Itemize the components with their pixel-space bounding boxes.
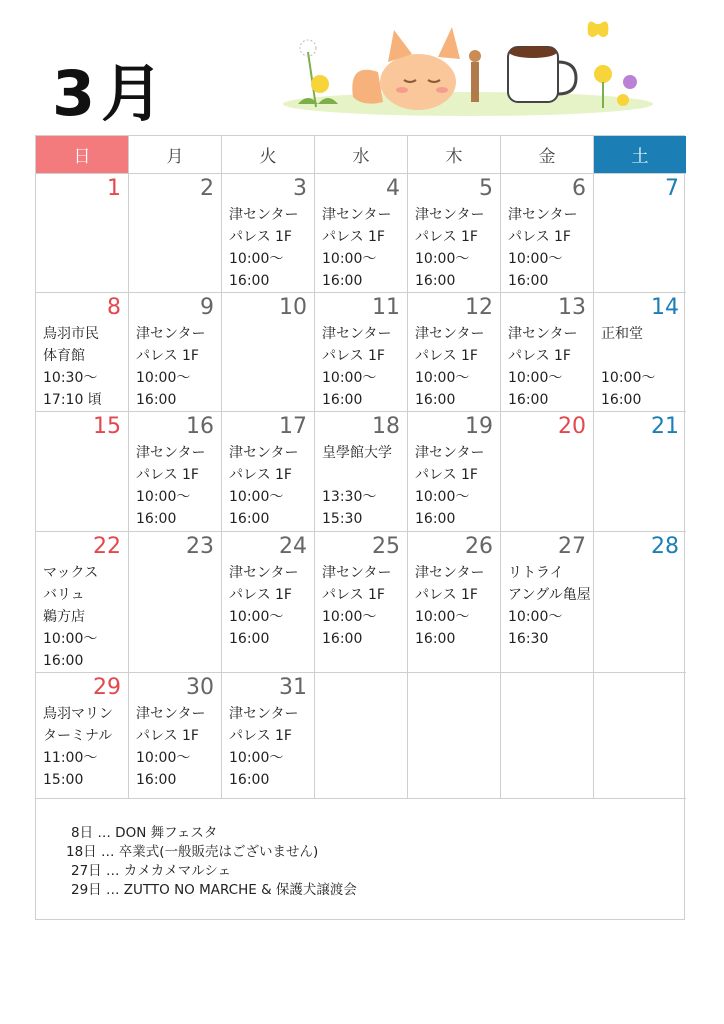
event-line: パレス 1F — [322, 348, 385, 364]
day-number: 27 — [558, 534, 586, 559]
day-number: 17 — [279, 414, 307, 439]
day-number: 18 — [372, 414, 400, 439]
event-line: 10:00〜 — [229, 251, 284, 267]
note-line: 27日 … カメカメマルシェ — [71, 863, 232, 879]
day-number: 30 — [186, 675, 214, 700]
event-line: 体育館 — [43, 348, 85, 364]
event-line: 16:00 — [601, 392, 642, 408]
day-cell — [594, 293, 686, 412]
event-info — [229, 562, 298, 650]
calendar-grid — [35, 135, 685, 920]
event-line: 10:00〜 — [322, 609, 377, 625]
event-line: 鳥羽市民 — [43, 326, 99, 342]
day-cell — [129, 673, 222, 799]
event-line: パレス 1F — [229, 587, 292, 603]
event-line: 16:00 — [322, 273, 363, 289]
event-info — [136, 442, 205, 530]
event-info — [601, 323, 655, 411]
event-line: 10:00〜 — [508, 609, 563, 625]
day-cell — [594, 532, 686, 673]
event-line: 津センター — [415, 445, 485, 461]
day-cell — [222, 412, 315, 532]
day-number: 6 — [572, 176, 586, 201]
event-line: パレス 1F — [322, 587, 385, 603]
event-line — [601, 345, 655, 367]
event-line: パレス 1F — [415, 587, 478, 603]
day-cell — [36, 412, 129, 532]
event-info — [229, 442, 298, 530]
event-line: バリュ — [43, 587, 85, 603]
weekday-header: 金 — [501, 136, 594, 174]
event-line: 津センター — [229, 565, 299, 581]
event-line: 16:00 — [508, 273, 549, 289]
day-cell — [36, 673, 129, 799]
event-line: 津センター — [136, 445, 206, 461]
event-line: パレス 1F — [508, 348, 571, 364]
event-info — [136, 323, 205, 411]
event-info — [43, 562, 98, 672]
day-cell — [408, 174, 501, 293]
day-number: 21 — [651, 414, 679, 439]
day-cell — [594, 673, 686, 799]
event-line: 16:00 — [415, 631, 456, 647]
event-line: 16:00 — [415, 392, 456, 408]
event-line: 津センター — [415, 207, 485, 223]
event-line: パレス 1F — [322, 229, 385, 245]
event-line: 16:00 — [415, 273, 456, 289]
event-info — [322, 562, 391, 650]
day-cell — [408, 293, 501, 412]
day-number: 8 — [107, 295, 121, 320]
day-cell — [222, 673, 315, 799]
weekday-header: 水 — [315, 136, 408, 174]
day-cell — [501, 293, 594, 412]
day-number: 15 — [93, 414, 121, 439]
day-cell — [315, 174, 408, 293]
day-cell — [408, 532, 501, 673]
weekday-header: 月 — [129, 136, 222, 174]
event-line: 10:00〜 — [415, 370, 470, 386]
event-info — [229, 703, 298, 791]
event-line: 鵜方店 — [43, 609, 85, 625]
event-line: 鳥羽マリン — [43, 706, 113, 722]
day-number: 2 — [200, 176, 214, 201]
event-line: 16:00 — [229, 273, 270, 289]
event-line: 15:30 — [322, 511, 363, 527]
event-line: 15:00 — [43, 772, 84, 788]
event-info — [43, 703, 113, 791]
day-cell — [315, 293, 408, 412]
day-number: 20 — [558, 414, 586, 439]
event-line: 津センター — [229, 706, 299, 722]
day-number: 28 — [651, 534, 679, 559]
weekday-header: 土 — [594, 136, 686, 174]
event-line: 正和堂 — [601, 326, 643, 342]
event-line: 16:00 — [136, 772, 177, 788]
event-line: 10:00〜 — [415, 489, 470, 505]
event-line: 10:30〜 — [43, 370, 98, 386]
event-line: 津センター — [229, 207, 299, 223]
event-line: マックス — [43, 565, 99, 581]
event-line: 10:00〜 — [322, 251, 377, 267]
day-cell — [36, 293, 129, 412]
day-cell — [315, 532, 408, 673]
event-line: 10:00〜 — [601, 370, 656, 386]
event-line: 津センター — [136, 706, 206, 722]
weekday-header: 木 — [408, 136, 501, 174]
note-line: 18日 … 卒業式(一般販売はございません) — [66, 844, 319, 860]
event-line: 10:00〜 — [229, 609, 284, 625]
event-info — [508, 562, 591, 650]
day-cell — [408, 412, 501, 532]
event-line: 16:00 — [229, 511, 270, 527]
day-cell — [222, 174, 315, 293]
day-cell — [36, 532, 129, 673]
day-number: 11 — [372, 295, 400, 320]
event-line: 10:00〜 — [229, 750, 284, 766]
event-line: 13:30〜 — [322, 489, 377, 505]
event-line: 津センター — [322, 207, 392, 223]
note-line: 29日 … ZUTTO NO MARCHE & 保護犬譲渡会 — [71, 882, 357, 898]
month-title: 3月 — [52, 57, 170, 130]
day-number: 10 — [279, 295, 307, 320]
day-cell — [501, 673, 594, 799]
day-cell — [36, 174, 129, 293]
event-info — [136, 703, 205, 791]
day-number: 7 — [665, 176, 679, 201]
day-cell — [129, 532, 222, 673]
event-line: 16:30 — [508, 631, 549, 647]
weekday-header: 火 — [222, 136, 315, 174]
event-info — [415, 442, 484, 530]
day-cell — [594, 412, 686, 532]
day-cell — [594, 174, 686, 293]
day-cell — [501, 412, 594, 532]
day-number: 19 — [465, 414, 493, 439]
event-line: パレス 1F — [229, 467, 292, 483]
event-line: 10:00〜 — [136, 750, 191, 766]
notes-section — [36, 799, 684, 920]
day-number: 29 — [93, 675, 121, 700]
day-number: 3 — [293, 176, 307, 201]
day-cell — [408, 673, 501, 799]
day-number: 25 — [372, 534, 400, 559]
event-line: 11:00〜 — [43, 750, 98, 766]
event-line: 皇學館大学 — [322, 445, 392, 461]
event-line: 10:00〜 — [415, 251, 470, 267]
event-line: 16:00 — [508, 392, 549, 408]
event-line: 津センター — [415, 565, 485, 581]
event-line: 16:00 — [136, 511, 177, 527]
day-cell — [315, 673, 408, 799]
event-line: 津センター — [136, 326, 206, 342]
event-line: 17:10 頃 — [43, 392, 102, 408]
event-info — [322, 323, 391, 411]
day-number: 14 — [651, 295, 679, 320]
event-line: アングル亀屋 — [508, 587, 591, 603]
event-line: 16:00 — [229, 772, 270, 788]
day-number: 31 — [279, 675, 307, 700]
event-line: 10:00〜 — [508, 251, 563, 267]
event-line: 16:00 — [415, 511, 456, 527]
day-number: 16 — [186, 414, 214, 439]
event-line: パレス 1F — [136, 467, 199, 483]
weekday-header: 日 — [36, 136, 129, 174]
day-cell — [501, 532, 594, 673]
event-line: 16:00 — [322, 392, 363, 408]
event-info — [415, 562, 484, 650]
event-line: 10:00〜 — [136, 370, 191, 386]
event-info — [415, 323, 484, 411]
event-line: パレス 1F — [136, 348, 199, 364]
note-line: 8日 … DON 舞フェスタ — [71, 825, 218, 841]
event-line: 津センター — [508, 326, 578, 342]
event-info — [508, 204, 577, 292]
event-line: リトライ — [508, 565, 564, 581]
event-line: 津センター — [322, 565, 392, 581]
event-info — [508, 323, 577, 411]
event-line: パレス 1F — [415, 467, 478, 483]
day-cell — [129, 174, 222, 293]
day-cell — [129, 293, 222, 412]
day-cell — [222, 532, 315, 673]
event-line: 津センター — [322, 326, 392, 342]
event-line: パレス 1F — [415, 348, 478, 364]
event-line: 16:00 — [229, 631, 270, 647]
event-line: パレス 1F — [229, 728, 292, 744]
event-info — [43, 323, 102, 411]
event-line: パレス 1F — [508, 229, 571, 245]
day-number: 23 — [186, 534, 214, 559]
day-number: 12 — [465, 295, 493, 320]
event-info — [322, 442, 392, 530]
day-number: 5 — [479, 176, 493, 201]
event-line: 津センター — [229, 445, 299, 461]
event-line: 16:00 — [322, 631, 363, 647]
event-line: 16:00 — [43, 653, 84, 669]
day-cell — [315, 412, 408, 532]
event-line: 10:00〜 — [136, 489, 191, 505]
event-line: 16:00 — [136, 392, 177, 408]
event-line: パレス 1F — [415, 229, 478, 245]
event-info — [415, 204, 484, 292]
day-number: 4 — [386, 176, 400, 201]
day-number: 24 — [279, 534, 307, 559]
event-line: パレス 1F — [229, 229, 292, 245]
event-line — [322, 464, 392, 486]
event-line: 10:00〜 — [43, 631, 98, 647]
event-line: 津センター — [508, 207, 578, 223]
event-line: 10:00〜 — [415, 609, 470, 625]
day-cell — [222, 293, 315, 412]
event-line: 10:00〜 — [322, 370, 377, 386]
event-info — [229, 204, 298, 292]
event-line: ターミナル — [43, 728, 113, 744]
event-line: 10:00〜 — [508, 370, 563, 386]
day-number: 13 — [558, 295, 586, 320]
day-number: 22 — [93, 534, 121, 559]
day-cell — [129, 412, 222, 532]
event-line: 津センター — [415, 326, 485, 342]
event-info — [322, 204, 391, 292]
event-line: 10:00〜 — [229, 489, 284, 505]
day-number: 9 — [200, 295, 214, 320]
event-line: パレス 1F — [136, 728, 199, 744]
fox-and-coffee-illustration — [278, 12, 658, 122]
day-cell — [501, 174, 594, 293]
day-number: 26 — [465, 534, 493, 559]
day-number: 1 — [107, 176, 121, 201]
